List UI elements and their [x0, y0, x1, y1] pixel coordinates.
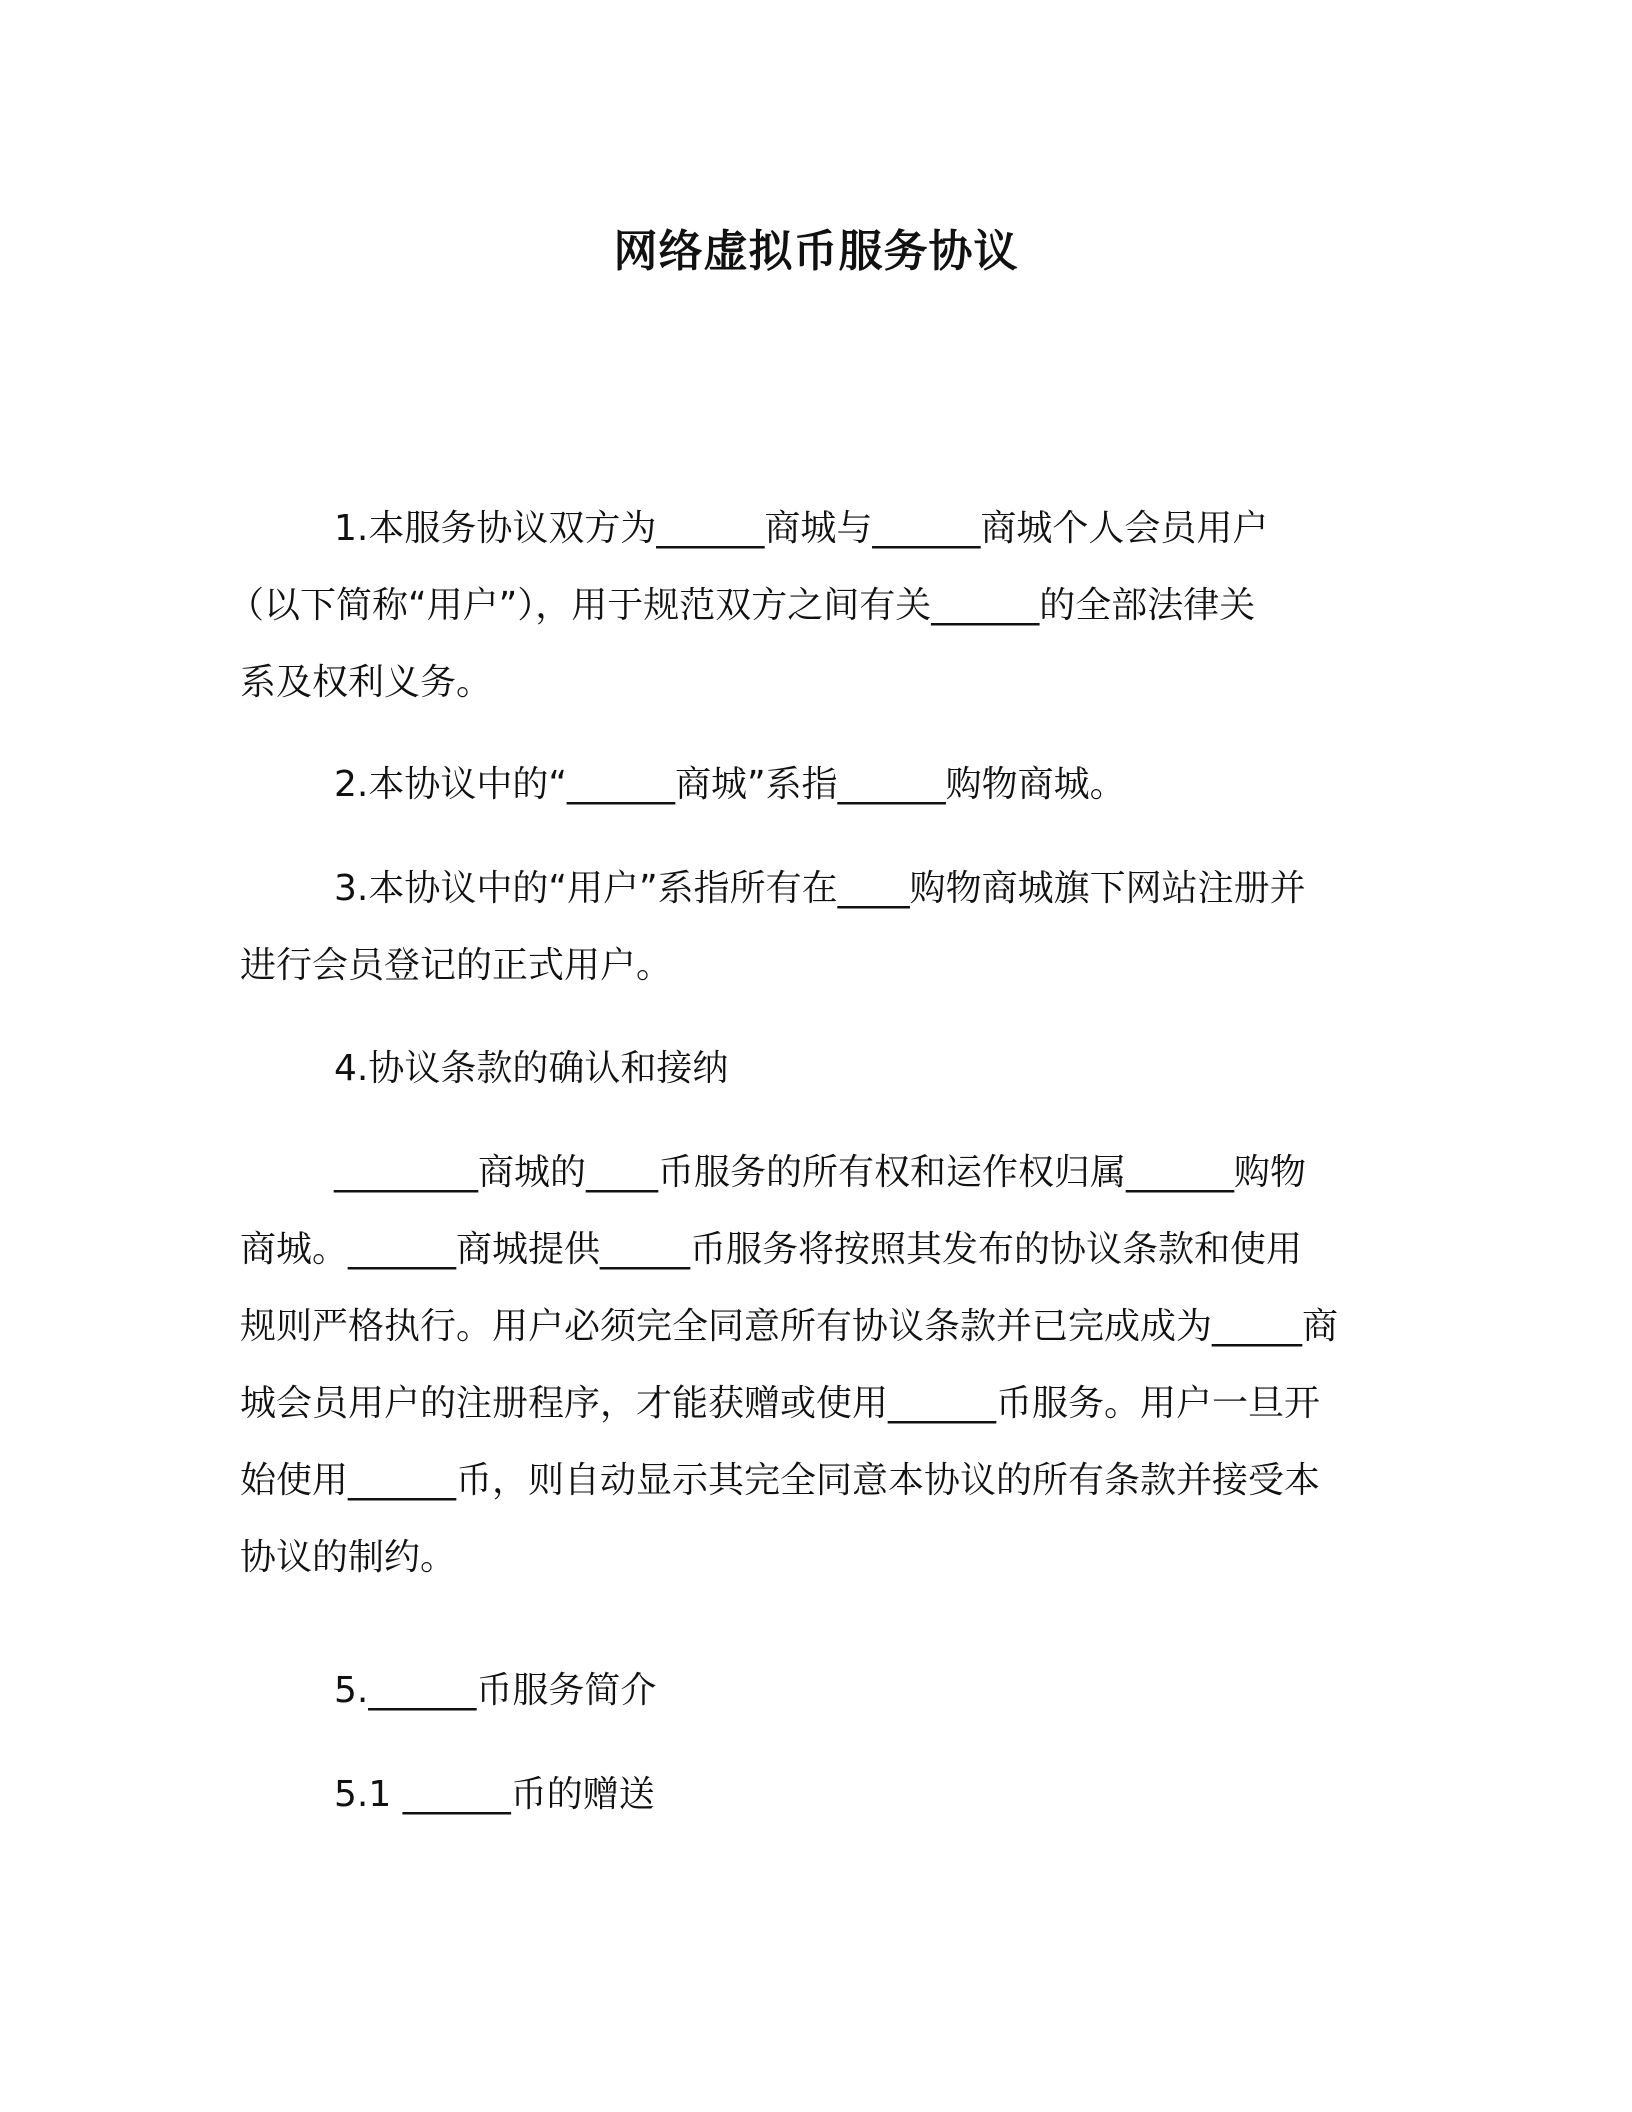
section-heading: 4.协议条款的确认和接纳: [334, 1048, 729, 1089]
paragraph-line: 商城。______商城提供_____币服务将按照其发布的协议条款和使用: [240, 1229, 1303, 1270]
section-heading: 5.1 ______币的赠送: [334, 1774, 655, 1815]
document-title: 网络虚拟币服务协议: [613, 226, 1019, 277]
paragraph-line: （以下简称“用户”），用于规范双方之间有关______的全部法律关: [228, 585, 1256, 626]
paragraph-2: [240, 746, 1392, 823]
paragraph-line: 规则严格执行。用户必须完全同意所有协议条款并已完成成为_____商: [240, 1306, 1339, 1347]
paragraph-7-heading: [240, 1756, 1392, 1833]
paragraph-line: ________商城的____币服务的所有权和运作权归属______购物: [334, 1152, 1307, 1193]
paragraph-line: 系及权利义务。: [240, 662, 493, 703]
paragraph-line: 2.本协议中的“______商城”系指______购物商城。: [334, 764, 1126, 805]
paragraph-line: 3.本协议中的“用户”系指所有在____购物商城旗下网站注册并: [334, 868, 1306, 909]
paragraph-line: 进行会员登记的正式用户。: [240, 945, 673, 986]
paragraph-line: 城会员用户的注册程序，才能获赠或使用______币服务。用户一旦开: [240, 1383, 1321, 1424]
paragraph-line: 始使用______币，则自动显示其完全同意本协议的所有条款并接受本: [240, 1460, 1321, 1501]
paragraph-line: 协议的制约。: [240, 1537, 457, 1578]
section-heading: 5.______币服务简介: [334, 1670, 657, 1711]
paragraph-line: 1.本服务协议双方为______商城与______商城个人会员用户: [334, 508, 1269, 549]
paragraph-4-heading: [240, 1030, 1392, 1107]
paragraph-5: [240, 1134, 1392, 1596]
paragraph-6-heading: [240, 1652, 1392, 1729]
paragraph-3: [240, 850, 1392, 1004]
paragraph-1: [228, 490, 1392, 721]
